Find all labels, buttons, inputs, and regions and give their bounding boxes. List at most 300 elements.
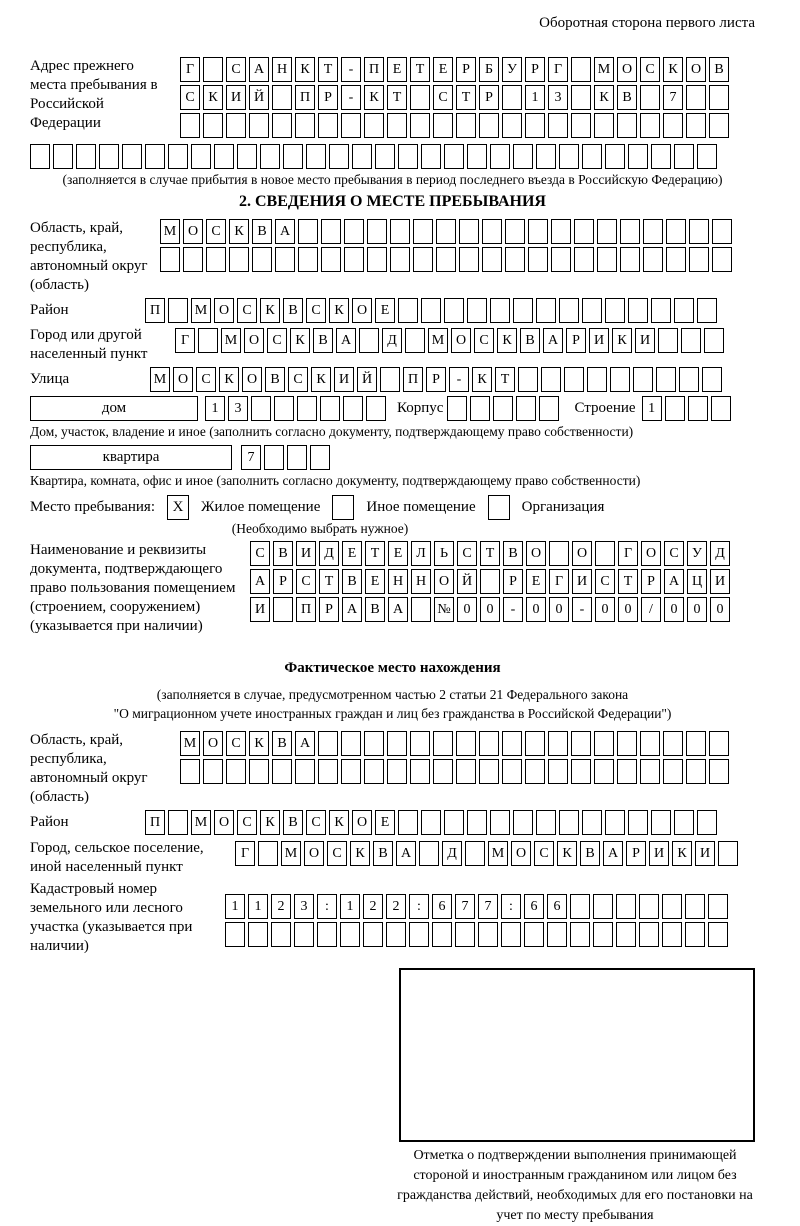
- char-cell[interactable]: [518, 367, 538, 392]
- char-cell[interactable]: [681, 328, 701, 353]
- char-cell[interactable]: [341, 731, 361, 756]
- char-cell[interactable]: [398, 144, 418, 169]
- char-cell[interactable]: [674, 144, 694, 169]
- char-cell[interactable]: [548, 759, 568, 784]
- char-cell[interactable]: В: [520, 328, 540, 353]
- char-cell[interactable]: [524, 922, 544, 947]
- char-cell[interactable]: С: [595, 569, 615, 594]
- char-cell[interactable]: [341, 759, 361, 784]
- char-cell[interactable]: Г: [618, 541, 638, 566]
- char-cell[interactable]: [663, 113, 683, 138]
- char-cell[interactable]: [260, 144, 280, 169]
- char-cell[interactable]: 0: [549, 597, 569, 622]
- char-cell[interactable]: [709, 759, 729, 784]
- char-cell[interactable]: [594, 731, 614, 756]
- char-cell[interactable]: Н: [388, 569, 408, 594]
- char-cell[interactable]: [444, 810, 464, 835]
- char-cell[interactable]: И: [226, 85, 246, 110]
- char-cell[interactable]: Р: [566, 328, 586, 353]
- char-cell[interactable]: [666, 219, 686, 244]
- char-cell[interactable]: [229, 247, 249, 272]
- char-cell[interactable]: В: [283, 298, 303, 323]
- char-cell[interactable]: Д: [442, 841, 462, 866]
- char-cell[interactable]: В: [252, 219, 272, 244]
- char-cell[interactable]: Р: [273, 569, 293, 594]
- char-cell[interactable]: [571, 759, 591, 784]
- char-cell[interactable]: О: [214, 298, 234, 323]
- char-cell[interactable]: [536, 144, 556, 169]
- char-cell[interactable]: [605, 144, 625, 169]
- char-cell[interactable]: [456, 731, 476, 756]
- char-cell[interactable]: О: [511, 841, 531, 866]
- char-cell[interactable]: О: [214, 810, 234, 835]
- char-cell[interactable]: [595, 541, 615, 566]
- char-cell[interactable]: М: [180, 731, 200, 756]
- char-cell[interactable]: [665, 396, 685, 421]
- char-cell[interactable]: 2: [271, 894, 291, 919]
- char-cell[interactable]: [516, 396, 536, 421]
- char-cell[interactable]: [571, 57, 591, 82]
- char-cell[interactable]: [273, 597, 293, 622]
- char-cell[interactable]: [272, 85, 292, 110]
- char-cell[interactable]: [620, 247, 640, 272]
- char-cell[interactable]: Й: [357, 367, 377, 392]
- char-cell[interactable]: [287, 445, 307, 470]
- char-cell[interactable]: [574, 219, 594, 244]
- char-cell[interactable]: 7: [455, 894, 475, 919]
- char-cell[interactable]: [502, 759, 522, 784]
- char-cell[interactable]: 1: [525, 85, 545, 110]
- char-cell[interactable]: К: [350, 841, 370, 866]
- char-cell[interactable]: А: [342, 597, 362, 622]
- char-cell[interactable]: [501, 922, 521, 947]
- char-cell[interactable]: [433, 759, 453, 784]
- char-cell[interactable]: [168, 298, 188, 323]
- char-cell[interactable]: :: [317, 894, 337, 919]
- char-cell[interactable]: -: [572, 597, 592, 622]
- char-cell[interactable]: И: [572, 569, 592, 594]
- char-cell[interactable]: Н: [411, 569, 431, 594]
- char-cell[interactable]: [390, 219, 410, 244]
- char-cell[interactable]: 1: [205, 396, 225, 421]
- char-cell[interactable]: [344, 247, 364, 272]
- char-cell[interactable]: К: [557, 841, 577, 866]
- char-cell[interactable]: М: [281, 841, 301, 866]
- char-cell[interactable]: [444, 298, 464, 323]
- char-cell[interactable]: [249, 759, 269, 784]
- char-cell[interactable]: [570, 894, 590, 919]
- char-cell[interactable]: [582, 298, 602, 323]
- char-cell[interactable]: [168, 144, 188, 169]
- char-cell[interactable]: Е: [365, 569, 385, 594]
- char-cell[interactable]: [571, 85, 591, 110]
- char-cell[interactable]: Р: [641, 569, 661, 594]
- char-cell[interactable]: О: [572, 541, 592, 566]
- char-cell[interactable]: [456, 759, 476, 784]
- char-cell[interactable]: [478, 922, 498, 947]
- char-cell[interactable]: В: [580, 841, 600, 866]
- char-cell[interactable]: О: [304, 841, 324, 866]
- char-cell[interactable]: У: [687, 541, 707, 566]
- char-cell[interactable]: [180, 759, 200, 784]
- char-cell[interactable]: [617, 759, 637, 784]
- house-type-box[interactable]: дом: [30, 396, 198, 421]
- char-cell[interactable]: [421, 810, 441, 835]
- char-cell[interactable]: [367, 219, 387, 244]
- char-cell[interactable]: [310, 445, 330, 470]
- char-cell[interactable]: [180, 113, 200, 138]
- char-cell[interactable]: [574, 247, 594, 272]
- char-cell[interactable]: И: [649, 841, 669, 866]
- char-cell[interactable]: К: [663, 57, 683, 82]
- char-cell[interactable]: [409, 922, 429, 947]
- char-cell[interactable]: [413, 247, 433, 272]
- char-cell[interactable]: [643, 247, 663, 272]
- char-cell[interactable]: [712, 219, 732, 244]
- char-cell[interactable]: С: [433, 85, 453, 110]
- char-cell[interactable]: С: [267, 328, 287, 353]
- stay-type-checkbox-other-premises[interactable]: [332, 495, 354, 520]
- char-cell[interactable]: [711, 396, 731, 421]
- char-cell[interactable]: 3: [548, 85, 568, 110]
- char-cell[interactable]: О: [434, 569, 454, 594]
- char-cell[interactable]: /: [641, 597, 661, 622]
- char-cell[interactable]: А: [388, 597, 408, 622]
- char-cell[interactable]: К: [311, 367, 331, 392]
- char-cell[interactable]: [570, 922, 590, 947]
- char-cell[interactable]: [610, 367, 630, 392]
- char-cell[interactable]: Г: [180, 57, 200, 82]
- char-cell[interactable]: [225, 922, 245, 947]
- char-cell[interactable]: А: [603, 841, 623, 866]
- char-cell[interactable]: К: [329, 810, 349, 835]
- char-cell[interactable]: Ц: [687, 569, 707, 594]
- char-cell[interactable]: Т: [495, 367, 515, 392]
- char-cell[interactable]: [321, 219, 341, 244]
- char-cell[interactable]: [479, 731, 499, 756]
- char-cell[interactable]: [640, 759, 660, 784]
- char-cell[interactable]: [343, 396, 363, 421]
- char-cell[interactable]: 2: [386, 894, 406, 919]
- char-cell[interactable]: [30, 144, 50, 169]
- char-cell[interactable]: К: [295, 57, 315, 82]
- char-cell[interactable]: 0: [664, 597, 684, 622]
- char-cell[interactable]: В: [313, 328, 333, 353]
- char-cell[interactable]: [482, 247, 502, 272]
- char-cell[interactable]: 7: [241, 445, 261, 470]
- char-cell[interactable]: [297, 396, 317, 421]
- char-cell[interactable]: [663, 759, 683, 784]
- char-cell[interactable]: [456, 113, 476, 138]
- char-cell[interactable]: Т: [410, 57, 430, 82]
- char-cell[interactable]: С: [327, 841, 347, 866]
- char-cell[interactable]: 0: [480, 597, 500, 622]
- char-cell[interactable]: 0: [595, 597, 615, 622]
- char-cell[interactable]: [513, 810, 533, 835]
- char-cell[interactable]: [459, 219, 479, 244]
- char-cell[interactable]: [364, 113, 384, 138]
- char-cell[interactable]: Й: [249, 85, 269, 110]
- char-cell[interactable]: [689, 219, 709, 244]
- char-cell[interactable]: [662, 894, 682, 919]
- char-cell[interactable]: Т: [480, 541, 500, 566]
- char-cell[interactable]: [709, 113, 729, 138]
- char-cell[interactable]: Р: [426, 367, 446, 392]
- char-cell[interactable]: [651, 810, 671, 835]
- char-cell[interactable]: Г: [548, 57, 568, 82]
- char-cell[interactable]: [386, 922, 406, 947]
- char-cell[interactable]: [249, 113, 269, 138]
- char-cell[interactable]: И: [695, 841, 715, 866]
- char-cell[interactable]: [251, 396, 271, 421]
- char-cell[interactable]: С: [534, 841, 554, 866]
- char-cell[interactable]: 1: [225, 894, 245, 919]
- char-cell[interactable]: [465, 841, 485, 866]
- char-cell[interactable]: Д: [319, 541, 339, 566]
- char-cell[interactable]: Е: [433, 57, 453, 82]
- char-cell[interactable]: С: [180, 85, 200, 110]
- char-cell[interactable]: С: [196, 367, 216, 392]
- char-cell[interactable]: [616, 894, 636, 919]
- char-cell[interactable]: С: [237, 298, 257, 323]
- char-cell[interactable]: [203, 57, 223, 82]
- char-cell[interactable]: [704, 328, 724, 353]
- char-cell[interactable]: [639, 922, 659, 947]
- char-cell[interactable]: [551, 247, 571, 272]
- char-cell[interactable]: [421, 144, 441, 169]
- char-cell[interactable]: [459, 247, 479, 272]
- char-cell[interactable]: [662, 922, 682, 947]
- char-cell[interactable]: [513, 144, 533, 169]
- char-cell[interactable]: С: [226, 731, 246, 756]
- char-cell[interactable]: [582, 810, 602, 835]
- char-cell[interactable]: О: [526, 541, 546, 566]
- char-cell[interactable]: [528, 247, 548, 272]
- char-cell[interactable]: С: [640, 57, 660, 82]
- char-cell[interactable]: К: [219, 367, 239, 392]
- char-cell[interactable]: [479, 759, 499, 784]
- char-cell[interactable]: [364, 759, 384, 784]
- char-cell[interactable]: Г: [549, 569, 569, 594]
- char-cell[interactable]: [419, 841, 439, 866]
- char-cell[interactable]: [490, 810, 510, 835]
- char-cell[interactable]: В: [503, 541, 523, 566]
- char-cell[interactable]: Д: [382, 328, 402, 353]
- char-cell[interactable]: 0: [526, 597, 546, 622]
- char-cell[interactable]: [320, 396, 340, 421]
- char-cell[interactable]: [237, 144, 257, 169]
- char-cell[interactable]: [702, 367, 722, 392]
- char-cell[interactable]: [482, 219, 502, 244]
- char-cell[interactable]: [708, 894, 728, 919]
- char-cell[interactable]: [505, 219, 525, 244]
- char-cell[interactable]: Р: [319, 597, 339, 622]
- char-cell[interactable]: Т: [618, 569, 638, 594]
- char-cell[interactable]: [271, 922, 291, 947]
- char-cell[interactable]: [364, 731, 384, 756]
- char-cell[interactable]: [318, 113, 338, 138]
- char-cell[interactable]: Б: [479, 57, 499, 82]
- char-cell[interactable]: А: [249, 57, 269, 82]
- char-cell[interactable]: [539, 396, 559, 421]
- char-cell[interactable]: К: [229, 219, 249, 244]
- char-cell[interactable]: М: [594, 57, 614, 82]
- char-cell[interactable]: [359, 328, 379, 353]
- char-cell[interactable]: [447, 396, 467, 421]
- char-cell[interactable]: С: [306, 810, 326, 835]
- char-cell[interactable]: [541, 367, 561, 392]
- char-cell[interactable]: [605, 810, 625, 835]
- char-cell[interactable]: В: [365, 597, 385, 622]
- char-cell[interactable]: [548, 113, 568, 138]
- char-cell[interactable]: [513, 298, 533, 323]
- char-cell[interactable]: [436, 219, 456, 244]
- char-cell[interactable]: О: [451, 328, 471, 353]
- char-cell[interactable]: [686, 85, 706, 110]
- char-cell[interactable]: О: [617, 57, 637, 82]
- char-cell[interactable]: [679, 367, 699, 392]
- char-cell[interactable]: [444, 144, 464, 169]
- char-cell[interactable]: К: [203, 85, 223, 110]
- char-cell[interactable]: М: [191, 298, 211, 323]
- char-cell[interactable]: [298, 247, 318, 272]
- char-cell[interactable]: В: [617, 85, 637, 110]
- char-cell[interactable]: О: [352, 298, 372, 323]
- char-cell[interactable]: [272, 759, 292, 784]
- char-cell[interactable]: 7: [663, 85, 683, 110]
- char-cell[interactable]: В: [265, 367, 285, 392]
- char-cell[interactable]: 1: [248, 894, 268, 919]
- char-cell[interactable]: [571, 113, 591, 138]
- char-cell[interactable]: О: [183, 219, 203, 244]
- stay-type-checkbox-residential[interactable]: X: [167, 495, 189, 520]
- char-cell[interactable]: [597, 247, 617, 272]
- char-cell[interactable]: [674, 810, 694, 835]
- char-cell[interactable]: [525, 731, 545, 756]
- char-cell[interactable]: 3: [294, 894, 314, 919]
- char-cell[interactable]: [272, 113, 292, 138]
- char-cell[interactable]: [398, 298, 418, 323]
- char-cell[interactable]: [697, 810, 717, 835]
- char-cell[interactable]: 1: [340, 894, 360, 919]
- char-cell[interactable]: К: [329, 298, 349, 323]
- char-cell[interactable]: О: [641, 541, 661, 566]
- char-cell[interactable]: [571, 731, 591, 756]
- char-cell[interactable]: [709, 731, 729, 756]
- char-cell[interactable]: К: [249, 731, 269, 756]
- char-cell[interactable]: А: [250, 569, 270, 594]
- char-cell[interactable]: [547, 922, 567, 947]
- char-cell[interactable]: [502, 113, 522, 138]
- char-cell[interactable]: [410, 759, 430, 784]
- char-cell[interactable]: [203, 113, 223, 138]
- char-cell[interactable]: [559, 810, 579, 835]
- char-cell[interactable]: [433, 113, 453, 138]
- char-cell[interactable]: [387, 113, 407, 138]
- char-cell[interactable]: [203, 759, 223, 784]
- char-cell[interactable]: [76, 144, 96, 169]
- char-cell[interactable]: Е: [526, 569, 546, 594]
- char-cell[interactable]: [99, 144, 119, 169]
- char-cell[interactable]: [628, 810, 648, 835]
- char-cell[interactable]: [206, 247, 226, 272]
- char-cell[interactable]: 6: [432, 894, 452, 919]
- char-cell[interactable]: С: [206, 219, 226, 244]
- char-cell[interactable]: А: [336, 328, 356, 353]
- char-cell[interactable]: [340, 922, 360, 947]
- char-cell[interactable]: [633, 367, 653, 392]
- char-cell[interactable]: [617, 731, 637, 756]
- char-cell[interactable]: [344, 219, 364, 244]
- char-cell[interactable]: -: [503, 597, 523, 622]
- char-cell[interactable]: П: [295, 85, 315, 110]
- char-cell[interactable]: Г: [175, 328, 195, 353]
- char-cell[interactable]: [470, 396, 490, 421]
- char-cell[interactable]: [160, 247, 180, 272]
- char-cell[interactable]: [387, 731, 407, 756]
- char-cell[interactable]: И: [250, 597, 270, 622]
- char-cell[interactable]: К: [594, 85, 614, 110]
- char-cell[interactable]: [709, 85, 729, 110]
- char-cell[interactable]: В: [709, 57, 729, 82]
- char-cell[interactable]: [663, 731, 683, 756]
- char-cell[interactable]: [413, 219, 433, 244]
- char-cell[interactable]: [593, 922, 613, 947]
- char-cell[interactable]: Р: [626, 841, 646, 866]
- char-cell[interactable]: [628, 298, 648, 323]
- char-cell[interactable]: [298, 219, 318, 244]
- char-cell[interactable]: 6: [524, 894, 544, 919]
- char-cell[interactable]: С: [288, 367, 308, 392]
- char-cell[interactable]: [318, 731, 338, 756]
- char-cell[interactable]: [674, 298, 694, 323]
- char-cell[interactable]: [405, 328, 425, 353]
- char-cell[interactable]: К: [497, 328, 517, 353]
- char-cell[interactable]: Т: [456, 85, 476, 110]
- char-cell[interactable]: [640, 731, 660, 756]
- char-cell[interactable]: [467, 144, 487, 169]
- char-cell[interactable]: [252, 247, 272, 272]
- char-cell[interactable]: [640, 113, 660, 138]
- char-cell[interactable]: [122, 144, 142, 169]
- char-cell[interactable]: [390, 247, 410, 272]
- char-cell[interactable]: Т: [365, 541, 385, 566]
- char-cell[interactable]: [597, 219, 617, 244]
- char-cell[interactable]: О: [244, 328, 264, 353]
- char-cell[interactable]: [656, 367, 676, 392]
- char-cell[interactable]: [432, 922, 452, 947]
- char-cell[interactable]: И: [635, 328, 655, 353]
- char-cell[interactable]: [411, 597, 431, 622]
- char-cell[interactable]: [198, 328, 218, 353]
- char-cell[interactable]: [620, 219, 640, 244]
- char-cell[interactable]: Л: [411, 541, 431, 566]
- char-cell[interactable]: [548, 731, 568, 756]
- stay-type-checkbox-organization[interactable]: [488, 495, 510, 520]
- char-cell[interactable]: [651, 298, 671, 323]
- char-cell[interactable]: Ь: [434, 541, 454, 566]
- char-cell[interactable]: [643, 219, 663, 244]
- char-cell[interactable]: И: [710, 569, 730, 594]
- char-cell[interactable]: М: [191, 810, 211, 835]
- char-cell[interactable]: П: [364, 57, 384, 82]
- char-cell[interactable]: 3: [228, 396, 248, 421]
- char-cell[interactable]: С: [226, 57, 246, 82]
- char-cell[interactable]: [410, 85, 430, 110]
- char-cell[interactable]: Р: [503, 569, 523, 594]
- char-cell[interactable]: [536, 298, 556, 323]
- char-cell[interactable]: В: [373, 841, 393, 866]
